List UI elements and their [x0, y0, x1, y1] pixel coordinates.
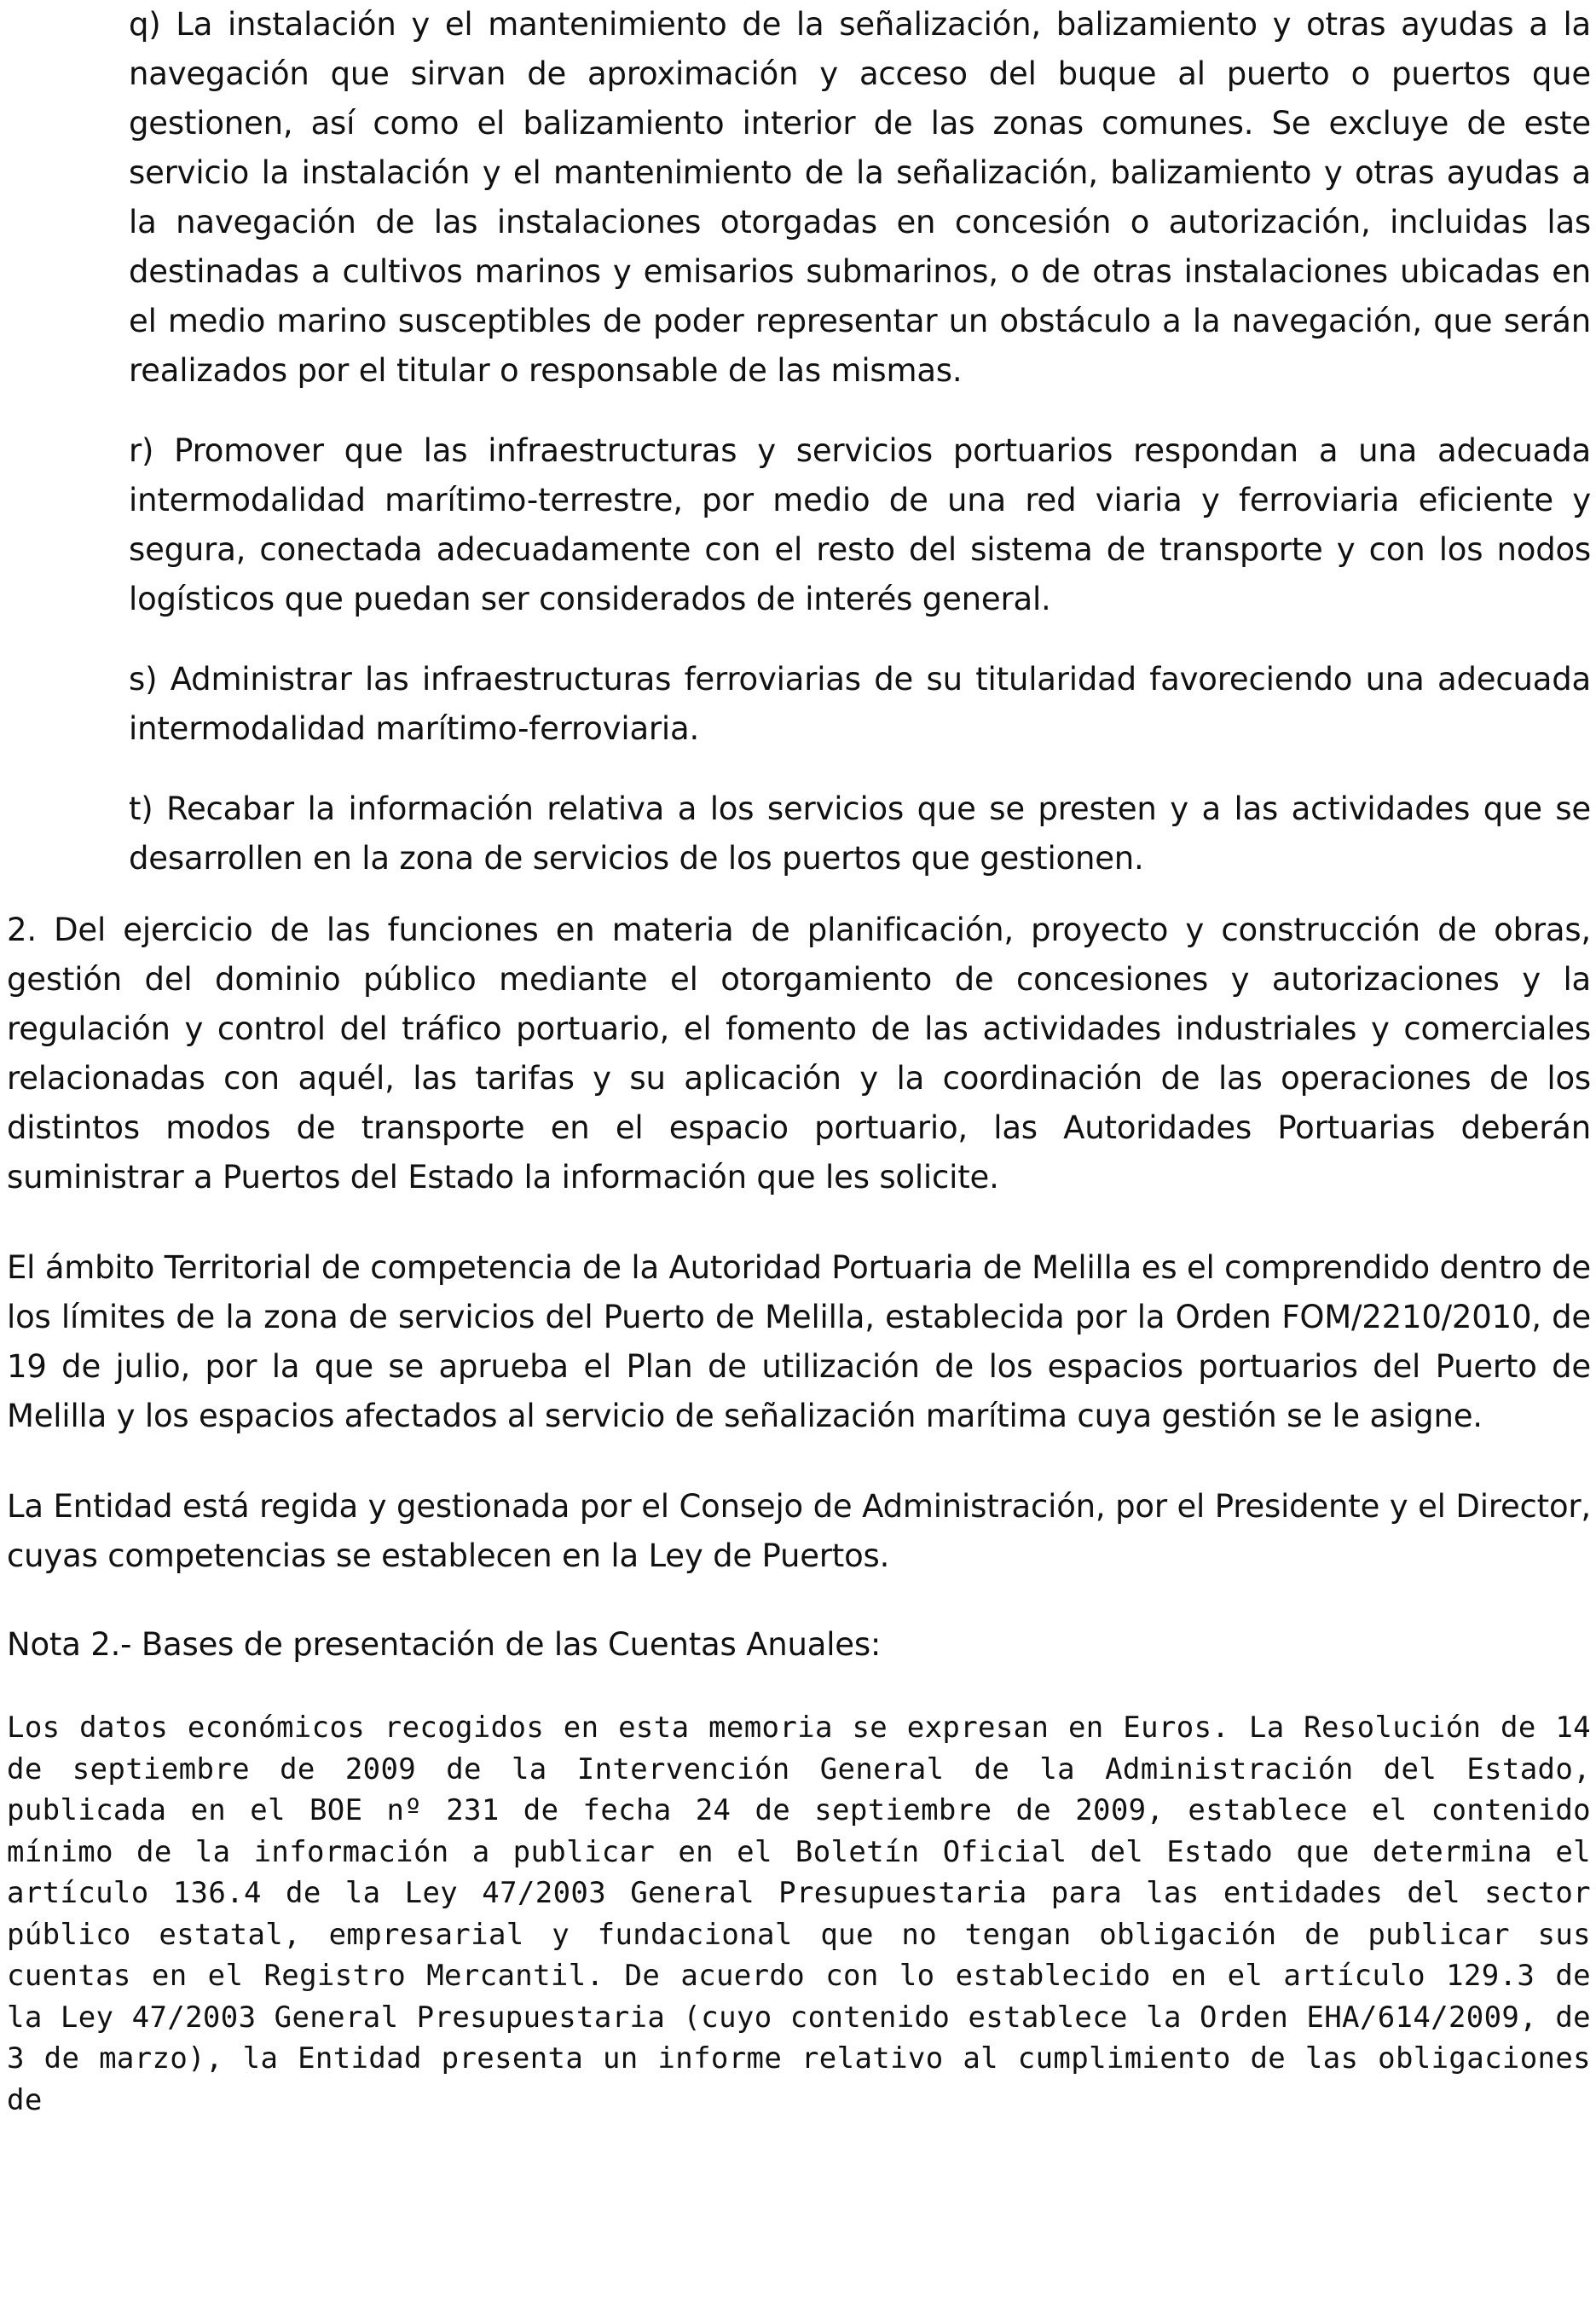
- paragraph-2: 2. Del ejercicio de las funciones en materia de planificación, proyecto y construcción de obras, gestión del dominio público mediante el otorgamiento de concesiones y autorizaciones y la regulación y control del tráfico portuario, el fomento de las actividades industriales y comerciales relacionadas con aquél, las tarifas y su aplicación y la coordinación de las operaciones de los distintos modos de transporte en el espacio portuario, las Autoridades Portuarias deberán suministrar a Puertos del Estado la información que les solicite.: [7, 912, 1591, 1196]
- document-page: [7, 0, 1591, 2121]
- list-item-r: r) Promover que las infraestructuras y servicios portuarios respondan a una adecuada intermodalidad marítimo-terrestre, por medio de una red viaria y ferroviaria eficiente y segura, conectada adecuadamente con el resto del sistema de transporte y con los nodos logísticos que puedan ser considerados de interés general.: [129, 432, 1591, 617]
- paragraph-datos-economicos: Los datos económicos recogidos en esta memoria se expresan en Euros. La Resolución de 14 de septiembre de 2009 de la Intervención General de la Administración del Estado, publicada en el BOE nº 231 de fecha 24 de septiembre de 2009, establece el contenido mínimo de la información a publicar en el Boletín Oficial del Estado que determina el artículo 136.4 de la Ley 47/2003 General Presupuestaria para las entidades del sector público estatal, empresarial y fundacional que no tengan obligación de publicar sus cuentas en el Registro Mercantil. De acuerdo con lo establecido en el artículo 129.3 de la Ley 47/2003 General Presupuestaria (cuyo contenido establece la Orden EHA/614/2009, de 3 de marzo), la Entidad presenta un informe relativo al cumplimiento de las obligaciones de: [7, 1711, 1591, 2117]
- paragraph-entidad: La Entidad está regida y gestionada por el Consejo de Administración, por el Presidente y el Director, cuyas competencias se establecen en la Ley de Puertos.: [7, 1488, 1591, 1574]
- paragraph-ambito-territorial: El ámbito Territorial de competencia de la Autoridad Portuaria de Melilla es el comprendido dentro de los límites de la zona de servicios del Puerto de Melilla, establecida por la Orden FOM/2210/2010, de 19 de julio, por la que se aprueba el Plan de utilización de los espacios portuarios del Puerto de Melilla y los espacios afectados al servicio de señalización marítima cuya gestión se le asigne.: [7, 1249, 1591, 1434]
- list-item-t: t) Recabar la información relativa a los servicios que se presten y a las actividades que se desarrollen en la zona de servicios de los puertos que gestionen.: [129, 790, 1591, 877]
- list-item-q: q) La instalación y el mantenimiento de la señalización, balizamiento y otras ayudas a la navegación que sirvan de aproximación y acceso del buque al puerto o puertos que gestionen, así como el balizamiento interior de las zonas comunes. Se excluye de este servicio la instalación y el mantenimiento de la señalización, balizamiento y otras ayudas a la navegación de las instalaciones otorgadas en concesión o autorización, incluidas las destinadas a cultivos marinos y emisarios submarinos, o de otras instalaciones ubicadas en el medio marino susceptibles de poder representar un obstáculo a la navegación, que serán realizados por el titular o responsable de las mismas.: [129, 6, 1591, 389]
- list-item-s: s) Administrar las infraestructuras ferroviarias de su titularidad favoreciendo una adecuada intermodalidad marítimo-ferroviaria.: [129, 661, 1591, 747]
- section-heading-nota-2: Nota 2.- Bases de presentación de las Cuentas Anuales:: [7, 1626, 882, 1663]
